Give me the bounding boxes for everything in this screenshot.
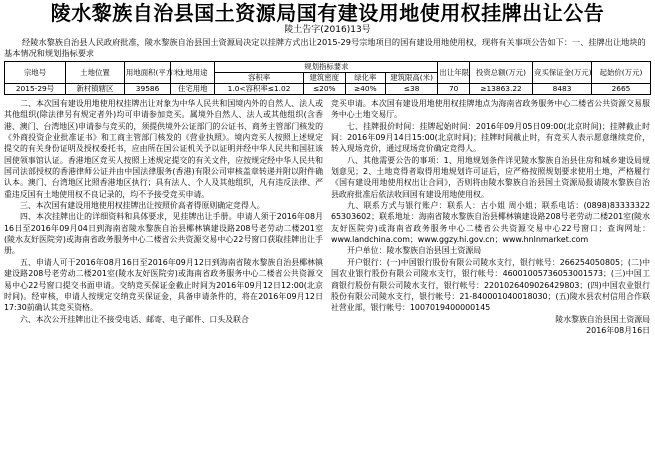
header-term: 出让年限: [438, 62, 470, 84]
header-height-limit: 建筑限高(米): [385, 73, 438, 84]
header-parcel-no: 宗地号: [5, 62, 66, 84]
cell-term: 70: [438, 84, 470, 95]
left-column: [4, 98, 323, 336]
cell-investment: ≥13863.22: [469, 84, 532, 95]
parcel-table: [4, 61, 651, 95]
header-start-price: 起始价(万元): [591, 62, 650, 84]
section-restrictions: 六、本次公开挂牌出让不接受电话、邮寄、电子邮件、口头及联合: [20, 314, 249, 324]
cell-deposit: 8483: [533, 84, 592, 95]
header-planning-indicators: 规划指标要求: [215, 62, 438, 73]
account-holder: 开户单位：陵水黎族自治县国土资源局: [347, 246, 482, 256]
issuer-signature: 陵水黎族自治县国土资源局: [555, 314, 650, 324]
table-row: [5, 84, 651, 95]
right-column: [331, 98, 650, 336]
table-header-row: [5, 62, 651, 73]
cell-location: 新村镇辖区: [66, 84, 125, 95]
header-green-rate: 绿化率: [345, 73, 385, 84]
section-application: 五、申请人可于2016年08月16日至2016年09月12日到海南省陵水黎族自治县椰林镇建设路208号老劳动二楼201室(陵水友好医院旁)或海南省政务服务中心二楼省公共资源交易中心22号窗口提交书面申请。交纳竞买保证金截止时间为2016年09月12日12:00(北京时间)。经审核，申请人按规定交纳竞买保证金，具备申请条件的，将在2016年09月12日17:30前确认其竞买资格。: [4, 257, 323, 313]
section-eligibility: 二、本次国有建设用地使用权挂牌出让对象为中华人民共和国境内外的自然人、法人或其他组织(除法律另有规定者外)均可申请参加竞买。属境外自然人、法人或其他组织(含香港、澳门、台湾地区)申请参与竞买的，须提供境外公证部门的公证书、商务主管部门核发的《外商投资企业批准证书》和工商主管部门核发的《营业执照》。境内竞买人按照上述规定提交的有关身份证明及授权委托书，应由所在国公证机关予以证明并经中华人民共和国驻该国使领事馆认证。香港地区竞买人按照上述规定提交的有关文件，应按规定经中华人民共和国司法部授权的香港律师公证并由中国法律服务(香港)有限公司审核盖章转递并附以附件确认本。澳门、台湾地区比照香港地区执行；具有法人、个人及其他组织，凡有违反法律、严重违反国有土地使用权不良记录的，均不予接受竞买申请。: [4, 99, 323, 199]
intro-paragraph: 经陵水黎族自治县人民政府批准，陵水黎族自治县国土资源局决定以挂牌方式出让2015-29号宗地项目的国有建设用地使用权，现将有关事项公告如下：一、挂牌出让地块的基本情况和规划指标要求: [4, 37, 646, 58]
cell-area: 39586: [124, 84, 170, 95]
header-plot-ratio: 容积率: [215, 73, 303, 84]
header-building-density: 建筑密度: [303, 73, 345, 84]
header-location: 土地位置: [66, 62, 125, 84]
cell-green-rate: ≥40%: [345, 84, 385, 95]
cell-building-density: ≤20%: [303, 84, 345, 95]
cell-plot-ratio: 1.0<容积率≤1.02: [215, 84, 303, 95]
section-other-matters: 八、其他需要公告的事项：1、用地规划条件详见陵水黎族自治县住房和城乡建设局规划意见；2、土地竞得者取得用地规划许可证后，应严格按照规划要求使用土地，严格履行《国有建设用地使用权出让合同》，否则将由陵水黎族自治县国土资源局报请陵水黎族自治县政府批准后依法收回国有建设用地使用权。: [331, 155, 650, 199]
announcement-title: 陵水黎族自治县国土资源局国有建设用地使用权挂牌出让公告: [50, 1, 605, 25]
header-area: 用地面积(平方米): [124, 62, 170, 84]
body-columns: [4, 98, 651, 336]
section-contact: 九、联系方式与银行账户：联系人：古小姐 周小姐；联系电话：(0898)83333322 65303602；联系地址：海南省陵水黎族自治县椰林镇建设路208号老劳动二楼201室(陵水友好医院旁)或海南省政务服务中心二楼省公共资源交易中心22号窗口；查询网址：www.landchina.com；www.ggzy.hi.gov.cn；www.hnlnmarket.com: [331, 201, 650, 245]
issue-date: 2016年08月16日: [586, 325, 650, 335]
cell-parcel-no: 2015-29号: [5, 84, 66, 95]
section-bidding-time: 七、挂牌报价时间：挂牌起始时间：2016年09月05日09:00(北京时间)；挂牌截止时间：2016年09月14日15:00(北京时间)；挂牌时间截止时，有竞买人表示愿意继续竞价，转入现场竞价，通过现场竞价确定竞得人。: [331, 121, 650, 154]
cell-height-limit: ≤38: [385, 84, 438, 95]
cell-land-use: 住宅用地: [171, 84, 215, 95]
document-number: 陵土告字(2016)13号: [284, 25, 371, 35]
cell-start-price: 2665: [591, 84, 650, 95]
bank-accounts: 开户银行：(一)中国银行股份有限公司陵水支行，银行帐号：266254050805；(二)中国农业银行股份有限公司陵水支行，银行帐号：46001005736053001573；(三)中国工商银行股份有限公司陵水支行，银行帐号：2201026409026429803；(四)中国农业银行股份有限公司陵水支行，银行帐号：21-840001040018030；(五)陵水县农村信用合作联社营业部，银行帐号：1007019400000145: [331, 257, 650, 313]
header-investment: 投资总额(万元): [469, 62, 532, 84]
section-award-principle: 三、本次国有建设用地使用权挂牌出让按照价高者得原则确定竞得人。: [20, 201, 265, 211]
section-documents: 四、本次挂牌出让的详细资料和具体要求，见挂牌出让手册。申请人须于2016年08月16日至2016年09月04日到海南省陵水黎族自治县椰林镇建设路208号老劳动二楼201室(陵水友好医院旁)或海南省政务服务中心二楼省公共资源交易中心22号窗口获取挂牌出让手册。: [4, 212, 323, 256]
section-venue: 竞买申请。本次国有建设用地使用权挂牌地点为海南省政务服务中心二楼省公共资源交易服务中心土地交易厅。: [331, 99, 650, 120]
header-land-use: 土地用途: [171, 62, 215, 84]
header-deposit: 竞买保证金(万元): [533, 62, 592, 84]
